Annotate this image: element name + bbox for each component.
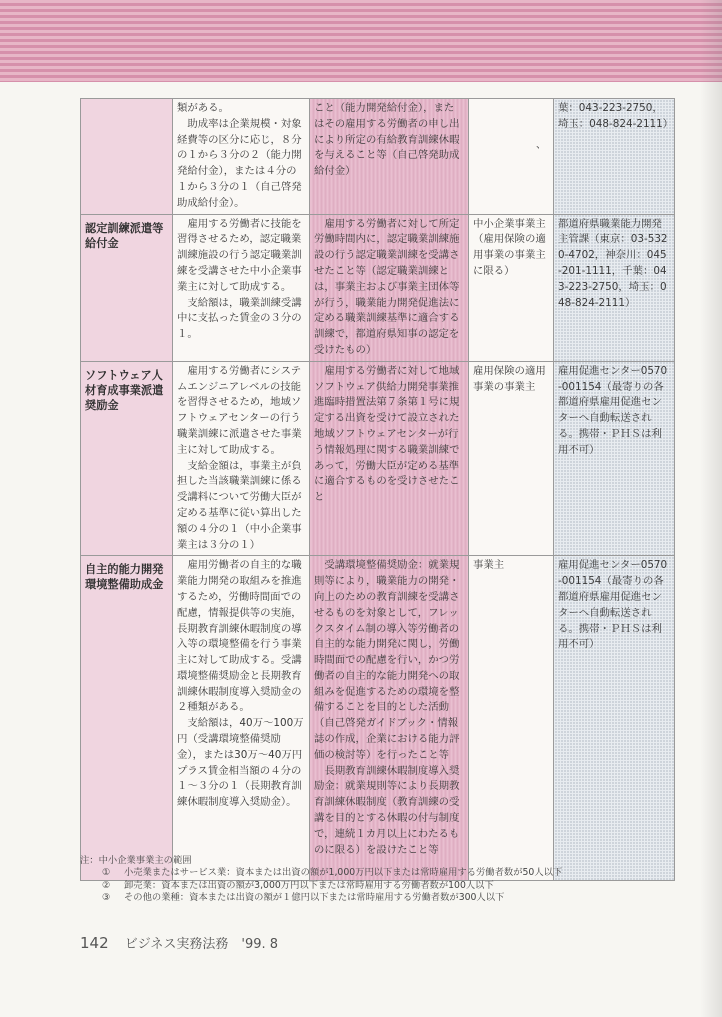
requirements-text: 受講環境整備奨励金：就業規則等により，職業能力の開発・向上のための教育訓練を受講させるものを対象として，フレックスタイム制の導入等労働者の自主的な能力開発に関し，労働時間面での配慮を行い，かつ労働者の自主的な能力開発への取組みを促進するための環境を整備することを目的とした活動（自己啓発ガイドブック・情報誌の作成，企業における能力評価の検討等）を行ったこと等: [314, 559, 460, 761]
subsidy-name: ソフトウェア人材育成事業派遣奨励金: [85, 368, 164, 412]
purpose-cell: [173, 361, 310, 556]
footnote-text: 卸売業：資本または出資の額が3,000万円以下または常時雇用する労働者数が100人以下: [124, 879, 494, 891]
purpose-text: 雇用労働者の自主的な職業能力開発の取組みを推進するため，労働時間面での配慮，情報提供等の実施，長期教育訓練休暇制度の導入等の環境整備を行う事業主に対して助成する。受講環境整備奨励金と長期教育訓練休暇制度導入奨励金の２種類がある。: [177, 559, 302, 714]
purpose-text: 類がある。: [177, 102, 229, 114]
target-cell: [469, 99, 554, 215]
subsidy-name-cell: [81, 99, 173, 215]
requirements-cell: [310, 361, 469, 556]
footnote-item: [80, 867, 690, 879]
footnote-text: その他の業種：資本または出資の額が１億円以下または常時雇用する労働者数が300人以下: [124, 892, 505, 904]
stray-mark: 、: [536, 140, 546, 151]
contact-cell: [554, 99, 675, 215]
top-decorative-band: [0, 0, 722, 82]
purpose-cell: [173, 556, 310, 881]
contact-cell: [554, 361, 675, 556]
requirements-cell: [310, 99, 469, 215]
contact-cell: [554, 556, 675, 881]
footnote-item: [80, 880, 690, 892]
magazine-title: ビジネス実務法務 '99. 8: [124, 937, 279, 952]
table-row: [81, 99, 675, 215]
requirements-text: こと（能力開発給付金），またはその雇用する労働者の申し出により所定の有給教育訓練休暇を与えること等（自己啓発助成給付金）: [314, 102, 460, 178]
target-text: 中小企業事業主（雇用保険の適用事業の事業主に限る）: [473, 217, 546, 277]
requirements-cell: [310, 214, 469, 361]
footnotes: [80, 855, 690, 905]
purpose-text: 支給額は，40万～100万円（受講環境整備奨励金），または30万～40万円プラス賃金相当額の４分の１～３分の１（長期教育訓練休暇制度導入奨励金）。: [177, 717, 304, 809]
subsidy-name-cell: [81, 214, 173, 361]
requirements-cell: [310, 556, 469, 881]
page-edge-shadow: [700, 0, 722, 1017]
target-cell: [469, 361, 554, 556]
purpose-cell: [173, 99, 310, 215]
purpose-text: 雇用する労働者に技能を習得させるため，認定職業訓練施設の行う認定職業訓練を受講させた中小企業事業主に対して助成する。: [177, 217, 302, 293]
subsidy-table: [80, 98, 675, 881]
target-cell: [469, 214, 554, 361]
contact-text: 雇用促進センター0570-001154（最寄りの各都道府県雇用促進センターへ自動転送される。携帯・ＰＨＳは利用不可）: [558, 364, 668, 456]
footnote-number: ③: [102, 892, 111, 904]
subsidy-name-cell: [81, 361, 173, 556]
purpose-text: 雇用する労働者にシステムエンジニアレベルの技能を習得させるため，地域ソフトウェアセンターの行う職業訓練に派遣させた事業主に対して助成する。: [177, 364, 302, 456]
target-cell: [469, 556, 554, 881]
requirements-text: 雇用する労働者に対して所定労働時間内に，認定職業訓練施設の行う認定職業訓練を受講させたこと等（認定職業訓練とは，事業主および事業主団体等が行う，職業能力開発促進法に定める職業訓練基準に適合する訓練で，都道府県知事の認定を受けたもの）: [314, 217, 460, 356]
contact-text: 都道府県職業能力開発主管課（東京：03-5320-4702，神奈川：045-201-1111，千葉：043-223-2750，埼玉：048-824-2111）: [558, 217, 668, 309]
contact-text: 雇用促進センター0570-001154（最寄りの各都道府県雇用促進センターへ自動転送される。携帯・ＰＨＳは利用不可）: [558, 559, 668, 651]
page-footer: [80, 933, 278, 952]
requirements-text: 長期教育訓練休暇制度導入奨励金：就業規則等により長期教育訓練休暇制度（教育訓練の受講を目的とする休暇の付与制度で，連続１カ月以上にわたるものに限る）を設けたこと等: [314, 764, 460, 856]
table-row: [81, 556, 675, 881]
footnote-text: 小売業またはサービス業：資本または出資の額が1,000万円以下または常時雇用する労働者数が50人以下: [124, 867, 563, 879]
subsidy-name-cell: [81, 556, 173, 881]
footnote-item: [80, 892, 690, 904]
target-text: 事業主: [473, 559, 505, 572]
target-text: 雇用保険の適用事業の事業主: [473, 364, 546, 393]
footnote-number: ①: [102, 867, 111, 879]
footnote-title: 注：中小企業事業主の範囲: [80, 855, 192, 866]
requirements-text: 雇用する労働者に対して地域ソフトウェア供給力開発事業推進臨時措置法第７条第１号に規定する出資を受けて設立された地域ソフトウェアセンターが行う情報処理に関する職業訓練であって，労働大臣が定める基準に適合するものを受けさせたこと: [314, 364, 460, 504]
purpose-cell: [173, 214, 310, 361]
purpose-text: 支給額は，職業訓練受講中に支払った賃金の３分の１。: [177, 296, 302, 341]
subsidy-name: 認定訓練派遣等給付金: [85, 221, 164, 250]
table-row: [81, 361, 675, 556]
purpose-text: 助成率は企業規模・対象経費等の区分に応じ，８分の１から３分の２（能力開発給付金），または４分の１から３分の１（自己啓発助成給付金）。: [177, 117, 302, 209]
footnote-number: ②: [102, 879, 111, 891]
contact-cell: [554, 214, 675, 361]
subsidy-name: 自主的能力開発環境整備助成金: [85, 563, 164, 592]
purpose-text: 支給金額は，事業主が負担した当該職業訓練に係る受講料について労働大臣が定める基準に従い算出した額の４分の１（中小企業事業主は３分の１）: [177, 459, 302, 551]
table-row: [81, 214, 675, 361]
contact-text: 葉：043-223-2750，埼玉：048-824-2111）: [558, 102, 674, 130]
page-number: 142: [80, 934, 109, 952]
